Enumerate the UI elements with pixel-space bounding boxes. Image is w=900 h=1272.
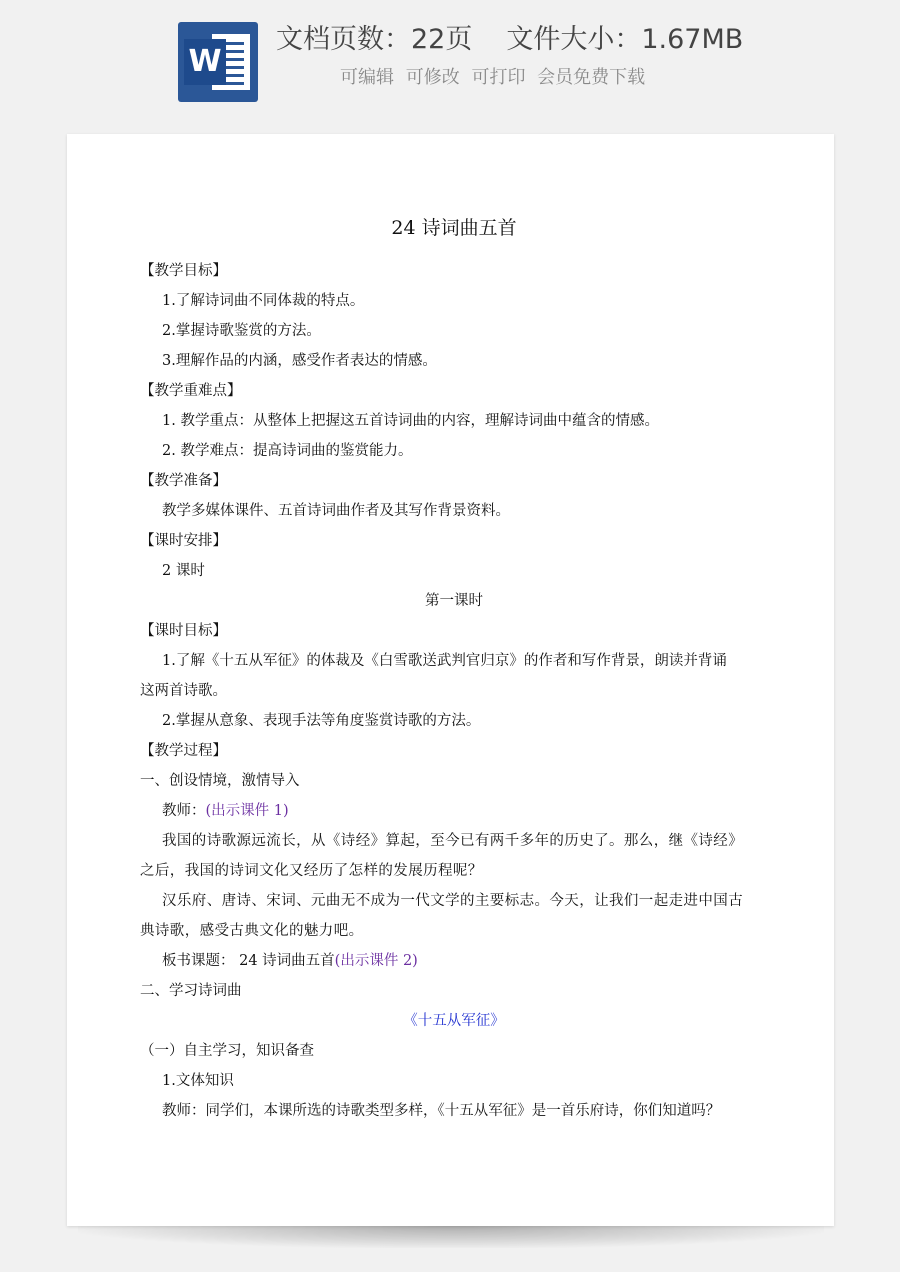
paragraph-continuation: 这两首诗歌。 [140, 683, 227, 699]
document-page [67, 134, 834, 1226]
paragraph [140, 796, 768, 826]
step-heading: 二、学习诗词曲 [140, 983, 242, 999]
section-heading: 【教学目标】 [140, 263, 227, 279]
slide-cue: (出示课件 2) [334, 953, 418, 969]
paragraph: 汉乐府、唐诗、宋词、元曲无不成为一代文学的主要标志。今天，让我们一起走进中国古 [162, 893, 744, 909]
section-heading: 【教学重难点】 [140, 383, 242, 399]
section-heading: 【教学准备】 [140, 473, 227, 489]
paragraph-continuation: 典诗歌，感受古典文化的魅力吧。 [140, 923, 364, 939]
paragraph: 教师：同学们，本课所选的诗歌类型多样，《十五从军征》是一首乐府诗，你们知道吗？ [162, 1103, 721, 1119]
paragraph: 1. 教学重点：从整体上把握这五首诗词曲的内容，理解诗词曲中蕴含的情感。 [162, 413, 659, 429]
paragraph: 1.了解诗词曲不同体裁的特点。 [162, 293, 365, 309]
word-document-icon [178, 22, 258, 102]
feature-list: 可编辑 可修改 可打印 会员免费下载 [340, 67, 646, 88]
document-stats [276, 20, 743, 60]
document-info-header [0, 0, 900, 120]
paragraph: 我国的诗歌源远流长，从《诗经》算起，至今已有两千多年的历史了。那么，继《诗经》 [162, 833, 744, 849]
paragraph: 1.文体知识 [162, 1073, 234, 1089]
paragraph: 3.理解作品的内涵，感受作者表达的情感。 [162, 353, 437, 369]
document-body [140, 210, 768, 1126]
word-letter: W [184, 39, 226, 85]
step-heading: 一、创设情境，激情导入 [140, 773, 300, 789]
section-heading: 【课时目标】 [140, 623, 227, 639]
document-title: 24 诗词曲五首 [391, 217, 517, 239]
paragraph: 2.掌握诗歌鉴赏的方法。 [162, 323, 321, 339]
file-size-label: 文件大小：1.67MB [506, 24, 744, 55]
sub-heading: （一）自主学习，知识备查 [140, 1043, 314, 1059]
lesson-heading: 第一课时 [425, 593, 483, 609]
page-count-label: 文档页数：22页 [276, 24, 473, 55]
paragraph: 1.了解《十五从军征》的体裁及《白雪歌送武判官归京》的作者和写作背景，朗读并背诵 [162, 653, 727, 669]
paragraph: 2. 教学难点：提高诗词曲的鉴赏能力。 [162, 443, 413, 459]
paragraph-continuation: 之后，我国的诗词文化又经历了怎样的发展历程呢？ [140, 863, 483, 879]
paragraph: 教学多媒体课件、五首诗词曲作者及其写作背景资料。 [162, 503, 510, 519]
slide-cue: (出示课件 1) [205, 803, 289, 819]
paragraph [140, 946, 768, 976]
speaker-label: 教师： [162, 803, 206, 819]
section-heading: 【教学过程】 [140, 743, 227, 759]
paragraph: 2.掌握从意象、表现手法等角度鉴赏诗歌的方法。 [162, 713, 481, 729]
poem-title: 《十五从军征》 [403, 1013, 505, 1029]
section-heading: 【课时安排】 [140, 533, 227, 549]
board-title: 板书课题： 24 诗词曲五首 [162, 953, 335, 969]
paragraph: 2 课时 [162, 563, 205, 579]
